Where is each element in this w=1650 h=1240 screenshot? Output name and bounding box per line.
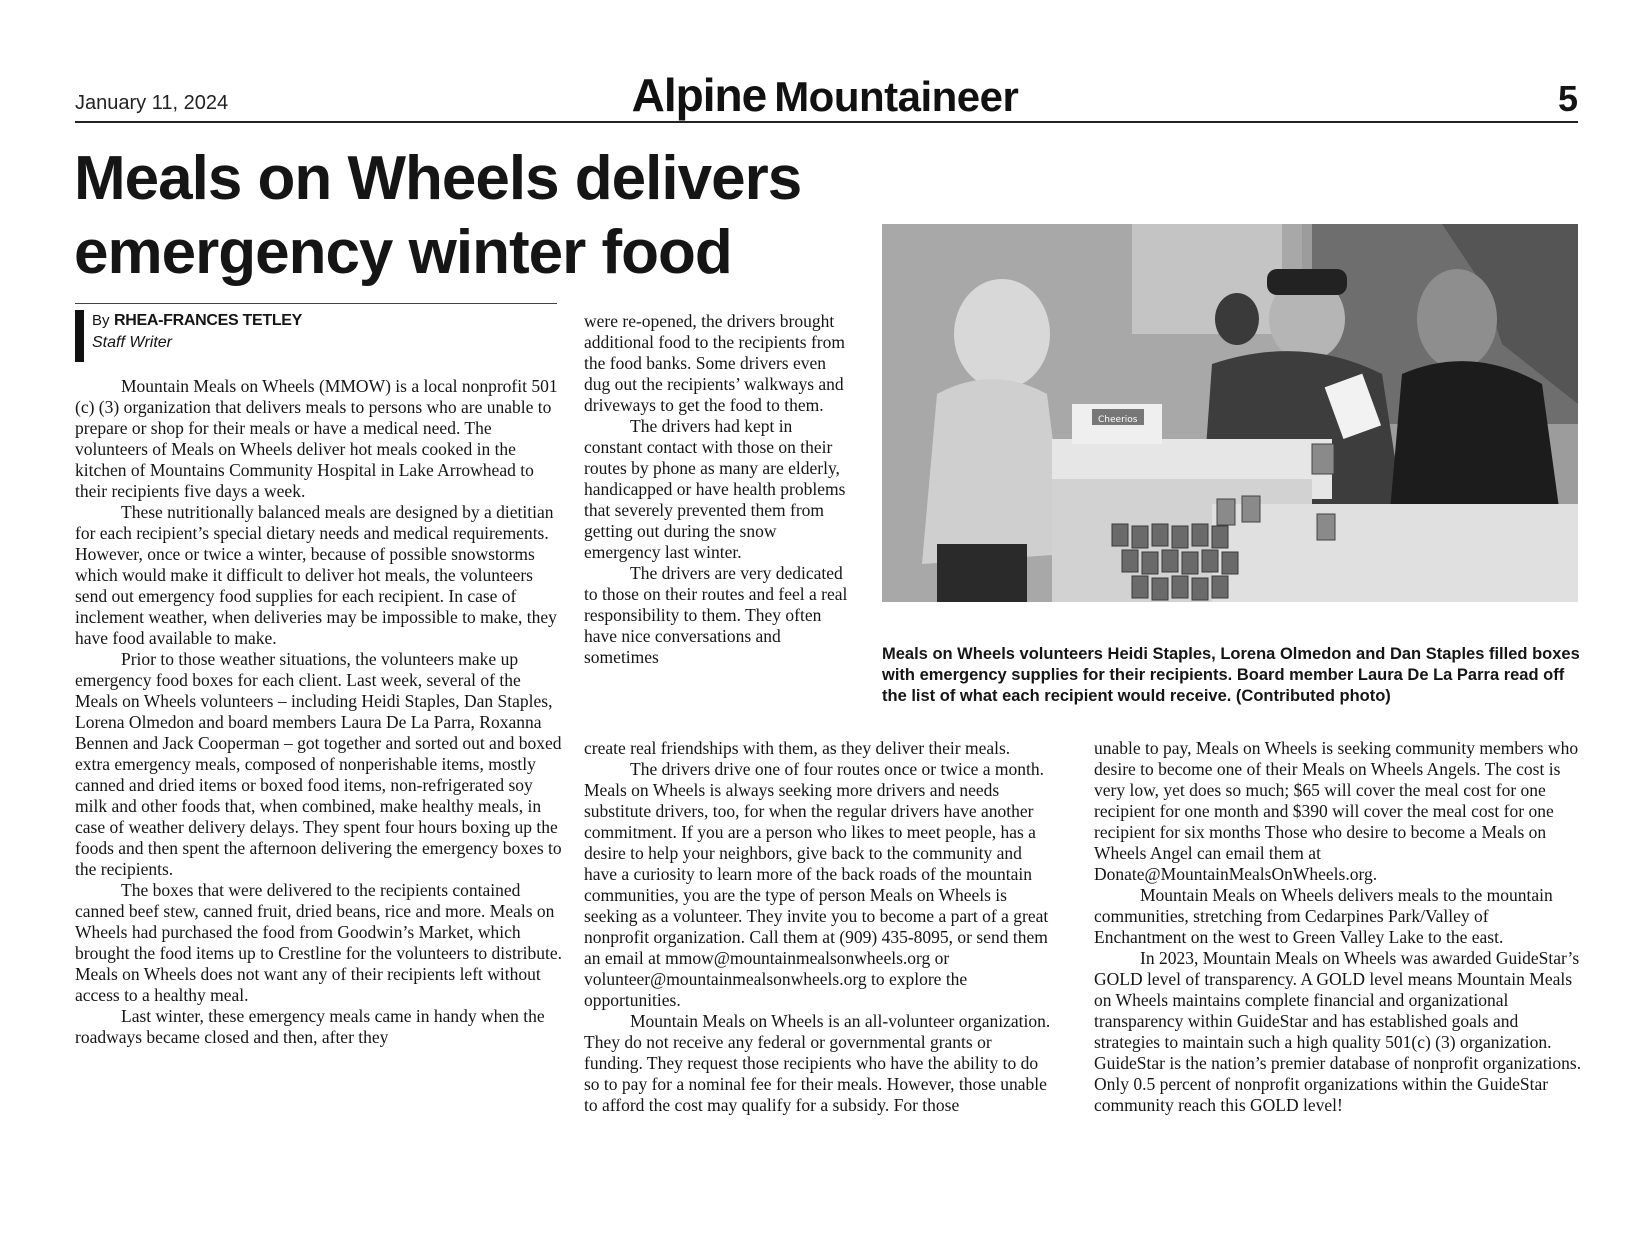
paragraph: In 2023, Mountain Meals on Wheels was awarded GuideStar’s GOLD level of transparency. A GOLD level means Mountain Meals on Wheels maintains complete financial and organizational transparency within GuideStar and has established goals and strategies to maintain such a high quality 501(c) (3) organization. GuideStar is the nation’s premier database of nonprofit organizations. Only 0.5 percent of nonprofit organizations within the GuideStar community reach this GOLD level! bbox=[1094, 948, 1582, 1115]
headline-line-1: Meals on Wheels delivers bbox=[74, 144, 802, 213]
paragraph: These nutritionally balanced meals are designed by a dietitian for each recipient’s special dietary needs and medical requirements. However, once or twice a winter, because of possible snowstorms which would make it difficult to deliver hot meals, the volunteers send out emergency food supplies for each recipient. In case of inclement weather, when deliveries may be impossible to make, they have food available to make. bbox=[75, 502, 557, 648]
headline-divider bbox=[75, 303, 557, 304]
page-number: 5 bbox=[1557, 78, 1578, 119]
issue-date: January 11, 2024 bbox=[75, 92, 229, 114]
article-column-3 bbox=[1094, 738, 1584, 1116]
article-column-2-bottom bbox=[584, 738, 1052, 1116]
byline bbox=[75, 310, 302, 362]
byline-prefix: By bbox=[92, 312, 110, 329]
article-column-2-top bbox=[584, 311, 854, 668]
article-column-1 bbox=[75, 376, 562, 1048]
paragraph: The drivers are very dedicated to those on their routes and feel a real responsibility to them. They often have nice conversations and sometimes bbox=[584, 563, 848, 667]
article-photo bbox=[882, 224, 1578, 602]
paper-name-rest: Mountaineer bbox=[774, 73, 1019, 120]
paragraph: were re-opened, the drivers brought additional food to the recipients from the food banks. Some drivers even dug out the recipients’ walkways and driveways to get the food to them. bbox=[584, 311, 845, 415]
paragraph: create real friendships with them, as they deliver their meals. bbox=[584, 738, 1011, 758]
paragraph: Mountain Meals on Wheels is an all-volunteer organization. They do not receive any federal or governmental grants or funding. They request those recipients who have the ability to do so to pay for a nominal fee for their meals. However, those unable to afford the cost may qualify for a subsidy. For those bbox=[584, 1011, 1051, 1115]
paper-name-logo: Alpine bbox=[631, 69, 767, 121]
headline-line-2: emergency winter food bbox=[74, 218, 732, 287]
author-title: Staff Writer bbox=[92, 334, 173, 351]
paragraph: Last winter, these emergency meals came in handy when the roadways became closed and then, after they bbox=[75, 1006, 545, 1047]
paragraph: Mountain Meals on Wheels delivers meals to the mountain communities, stretching from Cedarpines Park/Valley of Enchantment on the west to Green Valley Lake to the east. bbox=[1094, 885, 1553, 947]
paragraph: unable to pay, Meals on Wheels is seeking community members who desire to become one of their Meals on Wheels Angels. The cost is very low, yet does so much; $65 will cover the meal cost for one recipient for one month and $390 will cover the meal cost for one recipient for six months Those who desire to become a Meals on Wheels Angel can email them at Donate@MountainMealsOnWheels.org. bbox=[1094, 738, 1579, 884]
cereal-box-label: Cheerios bbox=[1098, 415, 1138, 425]
paper-name bbox=[0, 68, 1650, 122]
author-name: RHEA-FRANCES TETLEY bbox=[113, 312, 303, 329]
paragraph: Mountain Meals on Wheels (MMOW) is a local nonprofit 501 (c) (3) organization that delivers meals to persons who are unable to prepare or shop for their meals or have a medical need. The volunteers of Meals on Wheels deliver hot meals cooked in the kitchen of Mountains Community Hospital in Lake Arrowhead to their recipients five days a week. bbox=[75, 376, 558, 501]
photo-caption: Meals on Wheels volunteers Heidi Staples, Lorena Olmedon and Dan Staples filled boxes with emergency supplies for their recipients. Board member Laura De La Parra read off the list of what each recipient would receive. (Contributed photo) bbox=[882, 645, 1580, 705]
article-headline bbox=[74, 142, 874, 290]
paragraph: The drivers drive one of four routes once or twice a month. Meals on Wheels is always seeking more drivers and needs substitute drivers, too, for when the regular drivers have another commitment. If you are a person who likes to meet people, has a desire to help your neighbors, give back to the community and have a curiosity to learn more of the back roads of the mountain communities, you are the type of person Meals on Wheels is seeking as a volunteer. They invite you to become a part of a great nonprofit organization. Call them at (909) 435-8095, or send them an email at mmow@mountainmealsonwheels.org or volunteer@mountainmealsonwheels.org to explore the opportunities. bbox=[584, 759, 1049, 1010]
paragraph: The boxes that were delivered to the recipients contained canned beef stew, canned fruit, dried beans, rice and more. Meals on Wheels had purchased the food from Goodwin’s Market, which brought the food items up to Crestline for the volunteers to distribute. Meals on Wheels does not want any of their recipients left without access to a healthy meal. bbox=[75, 880, 563, 1005]
masthead-divider bbox=[75, 121, 1578, 123]
volunteers-photo bbox=[882, 224, 1578, 602]
paragraph: The drivers had kept in constant contact with those on their routes by phone as many are elderly, handicapped or have health problems that severely prevented them from getting out during the snow emergency last winter. bbox=[584, 416, 846, 562]
paragraph: Prior to those weather situations, the volunteers make up emergency food boxes for each client. Last week, several of the Meals on Wheels volunteers – including Heidi Staples, Dan Staples, Lorena Olmedon and board members Laura De La Parra, Roxanna Bennen and Jack Cooperman – got together and sorted out and boxed extra emergency meals, composed of nonperishable items, mostly canned and dried items or boxed food items, non-refrigerated soy milk and other foods that, when combined, make healthy meals, in case of weather delivery delays. They spent four hours boxing up the foods and then spent the afternoon delivering the emergency boxes to the recipients. bbox=[75, 649, 562, 879]
